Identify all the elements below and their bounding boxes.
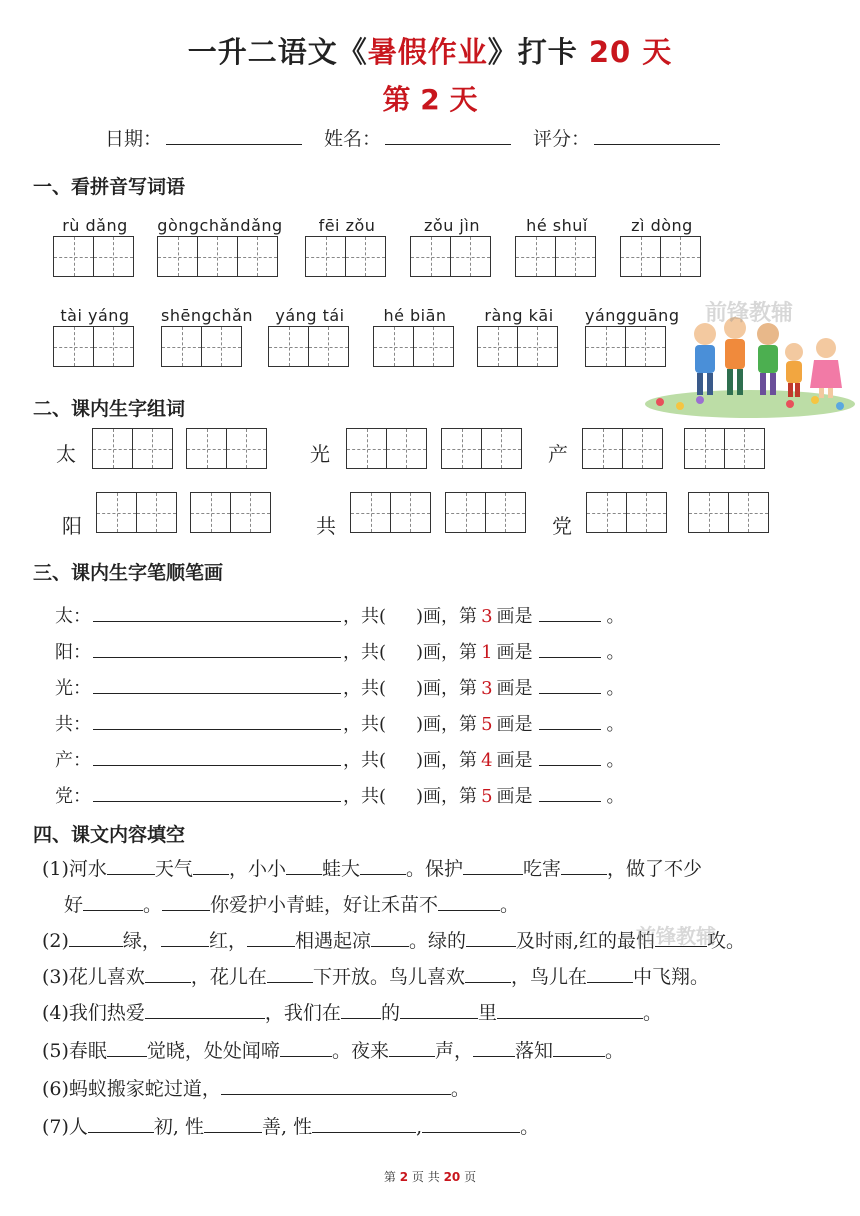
- writing-cell[interactable]: [346, 428, 387, 469]
- stroke-order-field[interactable]: [93, 639, 341, 658]
- fill-text: (4)我们热爱: [42, 1002, 145, 1024]
- fill-text: (2): [42, 930, 69, 952]
- page-title: [0, 30, 860, 71]
- child-2-icon: [724, 317, 746, 395]
- word-box: [92, 428, 173, 469]
- stroke-text: 画是: [496, 606, 533, 627]
- writing-cell[interactable]: [445, 492, 486, 533]
- char-label: 共: [316, 514, 336, 538]
- stroke-answer-field[interactable]: [539, 603, 601, 622]
- fill-text: (5)春眠: [42, 1040, 107, 1062]
- stroke-char: 阳：: [55, 642, 91, 663]
- writing-cell[interactable]: [53, 236, 94, 277]
- char-label: 太: [56, 442, 76, 466]
- fill-text: (7)人: [42, 1116, 88, 1138]
- child-1-icon: [694, 323, 716, 395]
- stroke-line: [55, 710, 625, 736]
- writing-cell[interactable]: [688, 492, 729, 533]
- writing-cell[interactable]: [586, 492, 627, 533]
- stroke-answer-field[interactable]: [539, 711, 601, 730]
- fill-blank[interactable]: [466, 926, 516, 947]
- fill-text: (6)蚂蚁搬家蛇过道，: [42, 1078, 221, 1100]
- writing-cell[interactable]: [350, 492, 391, 533]
- writing-cell[interactable]: [413, 326, 454, 367]
- writing-cell[interactable]: [201, 326, 242, 367]
- fill-blank[interactable]: [587, 962, 633, 983]
- char-label: 光: [310, 442, 330, 466]
- children-illustration: [640, 272, 860, 422]
- stroke-text: 。: [606, 714, 625, 735]
- writing-cell[interactable]: [410, 236, 451, 277]
- pinyin-text: yángguāng: [585, 306, 680, 325]
- fill-text: 。: [520, 1116, 540, 1138]
- fill-blank[interactable]: [69, 926, 123, 947]
- title-days: 20 天: [588, 35, 673, 69]
- stroke-number: 3: [481, 606, 493, 627]
- name-field[interactable]: [385, 124, 511, 145]
- fill-blank[interactable]: [161, 926, 209, 947]
- child-5-icon: [810, 338, 842, 398]
- fill-text: 。: [604, 1040, 624, 1062]
- fill-blank[interactable]: [371, 926, 409, 947]
- fill-text: 蛙大: [321, 858, 360, 880]
- title-prefix: 一升二语文《: [187, 35, 368, 69]
- fill-blank[interactable]: [280, 1036, 332, 1057]
- word-box: [445, 492, 526, 533]
- writing-cell[interactable]: [477, 326, 518, 367]
- stroke-char: 光：: [55, 678, 91, 699]
- info-line: [105, 124, 742, 151]
- fill-blank[interactable]: [88, 1112, 154, 1133]
- stroke-text: ，共(: [343, 678, 387, 699]
- writing-cell[interactable]: [132, 428, 173, 469]
- writing-cell[interactable]: [684, 428, 725, 469]
- pinyin-text: shēngchǎn: [161, 306, 253, 325]
- fill-sentence-5: [42, 1036, 624, 1063]
- stroke-line: [55, 638, 625, 664]
- writing-cell[interactable]: [197, 236, 238, 277]
- fill-text: ，我们在: [264, 1002, 341, 1024]
- title-highlight: 暑假作业: [367, 35, 488, 69]
- word-box: [96, 492, 177, 533]
- score-field[interactable]: [594, 124, 720, 145]
- stroke-number: 3: [481, 678, 493, 699]
- fill-blank[interactable]: [145, 998, 265, 1019]
- fill-text: 。: [500, 894, 520, 916]
- fill-blank[interactable]: [162, 890, 210, 911]
- writing-cell[interactable]: [585, 326, 626, 367]
- fill-text: ,: [416, 1116, 423, 1138]
- fill-text: 里: [477, 1002, 497, 1024]
- stroke-order-field[interactable]: [93, 675, 341, 694]
- char-label: 产: [548, 442, 568, 466]
- stroke-answer-field[interactable]: [539, 639, 601, 658]
- char-row-2: [0, 492, 860, 542]
- stroke-answer-field[interactable]: [539, 747, 601, 766]
- writing-cell[interactable]: [517, 326, 558, 367]
- stroke-order-field[interactable]: [93, 711, 341, 730]
- section-4-title: 四、课文内容填空: [33, 824, 186, 846]
- char-row-1: [0, 428, 860, 478]
- watermark: 前锋教辅: [636, 924, 716, 948]
- page-footer: [0, 1168, 860, 1185]
- fill-text: 红，: [208, 930, 247, 952]
- pinyin-text: yáng tái: [275, 306, 345, 325]
- stroke-text: 画是: [496, 750, 533, 771]
- pinyin-text: zǒu jìn: [424, 216, 480, 235]
- writing-cell[interactable]: [161, 326, 202, 367]
- section-3-title: 三、课内生字笔顺笔画: [33, 562, 224, 584]
- fill-text: 声，: [434, 1040, 473, 1062]
- date-field[interactable]: [166, 124, 302, 145]
- writing-cell[interactable]: [582, 428, 623, 469]
- writing-cell[interactable]: [626, 492, 667, 533]
- stroke-text: )画，第: [416, 714, 478, 735]
- fill-blank[interactable]: [389, 1036, 435, 1057]
- child-4-icon: [785, 343, 803, 397]
- fill-text: 你爱护小青蛙，好让禾苗不: [210, 894, 439, 916]
- pinyin-text: gòngchǎndǎng: [157, 216, 283, 235]
- fill-text: ，花儿在: [190, 966, 267, 988]
- footer-text: 第: [383, 1170, 396, 1184]
- writing-cell[interactable]: [515, 236, 556, 277]
- fill-sentence-7: [42, 1112, 539, 1139]
- word-box: [688, 492, 769, 533]
- fill-blank[interactable]: [221, 1074, 451, 1095]
- stroke-text: )画，第: [416, 642, 478, 663]
- fill-text: 。保护: [405, 858, 463, 880]
- fill-text: ，鸟儿在: [510, 966, 587, 988]
- stroke-number: 5: [481, 786, 493, 807]
- total-pages: 20: [443, 1170, 461, 1184]
- fill-text: 绿，: [122, 930, 161, 952]
- fill-blank[interactable]: [360, 854, 406, 875]
- fill-sentence-1a: [42, 854, 702, 881]
- fill-text: ，小小: [228, 858, 286, 880]
- fill-blank[interactable]: [145, 962, 191, 983]
- fill-text: 吃害: [522, 858, 561, 880]
- fill-blank[interactable]: [341, 998, 381, 1019]
- stroke-line: [55, 782, 625, 808]
- word-box: [190, 492, 271, 533]
- date-label: 日期：: [105, 128, 163, 150]
- writing-cell[interactable]: [390, 492, 431, 533]
- name-label: 姓名：: [324, 128, 382, 150]
- stroke-number: 4: [481, 750, 493, 771]
- stroke-text: )画，第: [416, 786, 478, 807]
- fill-blank[interactable]: [312, 1112, 416, 1133]
- writing-cell[interactable]: [136, 492, 177, 533]
- stroke-text: 。: [606, 750, 625, 771]
- fill-blank[interactable]: [473, 1036, 515, 1057]
- writing-cell[interactable]: [53, 326, 94, 367]
- stroke-text: 。: [606, 606, 625, 627]
- pinyin-text: fēi zǒu: [318, 216, 376, 235]
- char-label: 党: [552, 514, 572, 538]
- writing-cell[interactable]: [555, 236, 596, 277]
- stroke-answer-field[interactable]: [539, 783, 601, 802]
- fill-blank[interactable]: [438, 890, 500, 911]
- fill-text: 及时雨,红的最怕: [515, 930, 656, 952]
- stroke-text: 画是: [496, 678, 533, 699]
- fill-blank[interactable]: [465, 962, 511, 983]
- stroke-text: ，共(: [343, 642, 387, 663]
- writing-cell[interactable]: [386, 428, 427, 469]
- stroke-number: 1: [481, 642, 493, 663]
- stroke-text: ，共(: [343, 786, 387, 807]
- stroke-text: )画，第: [416, 678, 478, 699]
- writing-cell[interactable]: [620, 236, 661, 277]
- word-box: [350, 492, 431, 533]
- fill-text: 相遇起凉: [294, 930, 371, 952]
- writing-cell[interactable]: [305, 236, 346, 277]
- section-1-title: 一、看拼音写词语: [33, 176, 186, 198]
- fill-text: 中飞翔。: [632, 966, 709, 988]
- writing-cell[interactable]: [226, 428, 267, 469]
- fill-text: (1)河水: [42, 858, 107, 880]
- fill-sentence-4: [42, 998, 662, 1025]
- stroke-text: 。: [606, 642, 625, 663]
- pinyin-text: hé biān: [383, 306, 447, 325]
- stroke-text: 。: [606, 786, 625, 807]
- fill-sentence-6: [42, 1074, 470, 1101]
- fill-blank[interactable]: [286, 854, 322, 875]
- writing-cell[interactable]: [660, 236, 701, 277]
- writing-cell[interactable]: [268, 326, 309, 367]
- stroke-text: 画是: [496, 642, 533, 663]
- pinyin-text: hé shuǐ: [526, 216, 588, 235]
- writing-cell[interactable]: [441, 428, 482, 469]
- score-label: 评分：: [533, 128, 591, 150]
- char-label: 阳: [62, 514, 82, 538]
- fill-sentence-1b: [64, 890, 519, 917]
- writing-cell[interactable]: [481, 428, 522, 469]
- stroke-order-field[interactable]: [93, 747, 341, 766]
- stroke-char: 共：: [55, 714, 91, 735]
- writing-cell[interactable]: [450, 236, 491, 277]
- footer-text: 页 共: [411, 1170, 440, 1184]
- fill-sentence-3: [42, 962, 709, 989]
- fill-blank[interactable]: [247, 926, 295, 947]
- stroke-text: 画是: [496, 714, 533, 735]
- fill-text: 天气: [154, 858, 193, 880]
- stroke-order-field[interactable]: [93, 783, 341, 802]
- fill-text: 好: [64, 894, 84, 916]
- stroke-line: [55, 602, 625, 628]
- writing-cell[interactable]: [622, 428, 663, 469]
- pinyin-text: ràng kāi: [484, 306, 554, 325]
- fill-text: 下开放。鸟儿喜欢: [312, 966, 465, 988]
- writing-cell[interactable]: [345, 236, 386, 277]
- day-subtitle: 第 2 天: [382, 83, 478, 116]
- writing-cell[interactable]: [485, 492, 526, 533]
- pinyin-text: rù dǎng: [62, 216, 128, 235]
- stroke-text: 画是: [496, 786, 533, 807]
- word-box: [441, 428, 522, 469]
- fill-blank[interactable]: [561, 854, 607, 875]
- title-mid: 》打卡: [487, 35, 589, 69]
- stroke-char: 太：: [55, 606, 91, 627]
- writing-cell[interactable]: [186, 428, 227, 469]
- fill-blank[interactable]: [497, 998, 643, 1019]
- stroke-text: ，共(: [343, 750, 387, 771]
- writing-cell[interactable]: [230, 492, 271, 533]
- pinyin-text: tài yáng: [60, 306, 130, 325]
- writing-cell[interactable]: [724, 428, 765, 469]
- section-2-title: 二、课内生字组词: [33, 398, 186, 420]
- word-box: [684, 428, 765, 469]
- writing-cell[interactable]: [93, 326, 134, 367]
- stroke-text: 。: [606, 678, 625, 699]
- word-box: [186, 428, 267, 469]
- writing-cell[interactable]: [96, 492, 137, 533]
- watermark: 前锋教辅: [705, 301, 794, 326]
- child-3-icon: [757, 323, 779, 395]
- writing-cell[interactable]: [308, 326, 349, 367]
- writing-cell[interactable]: [93, 236, 134, 277]
- fill-text: 。: [450, 1078, 470, 1100]
- writing-cell[interactable]: [728, 492, 769, 533]
- fill-text: 。绿的: [408, 930, 466, 952]
- stroke-char: 产：: [55, 750, 91, 771]
- fill-text: 的: [380, 1002, 400, 1024]
- fill-blank[interactable]: [193, 854, 229, 875]
- fill-blank[interactable]: [267, 962, 313, 983]
- word-box: [346, 428, 427, 469]
- writing-cell[interactable]: [92, 428, 133, 469]
- page-number: 2: [399, 1170, 409, 1184]
- fill-text: 。夜来: [331, 1040, 389, 1062]
- fill-text: (3)花儿喜欢: [42, 966, 145, 988]
- fill-text: 觉晓，处处闻啼: [146, 1040, 280, 1062]
- stroke-text: )画，第: [416, 606, 478, 627]
- fill-blank[interactable]: [107, 1036, 147, 1057]
- stroke-text: ，共(: [343, 606, 387, 627]
- fill-blank[interactable]: [83, 890, 143, 911]
- fill-blank[interactable]: [553, 1036, 605, 1057]
- word-box: [582, 428, 663, 469]
- fill-blank[interactable]: [204, 1112, 262, 1133]
- writing-cell[interactable]: [237, 236, 278, 277]
- stroke-line: [55, 746, 625, 772]
- fill-blank[interactable]: [422, 1112, 520, 1133]
- stroke-answer-field[interactable]: [539, 675, 601, 694]
- fill-text: 。: [143, 894, 163, 916]
- stroke-char: 党：: [55, 786, 91, 807]
- writing-cell[interactable]: [373, 326, 414, 367]
- footer-text: 页: [464, 1170, 477, 1184]
- fill-blank[interactable]: [400, 998, 478, 1019]
- fill-text: ，做了不少: [607, 858, 703, 880]
- fill-text: 初, 性: [153, 1116, 205, 1138]
- fill-text: 落知: [514, 1040, 553, 1062]
- writing-cell[interactable]: [190, 492, 231, 533]
- pinyin-text: zì dòng: [631, 216, 693, 235]
- fill-text: 。: [642, 1002, 662, 1024]
- writing-cell[interactable]: [157, 236, 198, 277]
- stroke-number: 5: [481, 714, 493, 735]
- stroke-text: ，共(: [343, 714, 387, 735]
- fill-blank[interactable]: [107, 854, 155, 875]
- stroke-order-field[interactable]: [93, 603, 341, 622]
- fill-blank[interactable]: [463, 854, 523, 875]
- fill-text: 攻。: [707, 930, 746, 952]
- stroke-text: )画，第: [416, 750, 478, 771]
- word-box: [586, 492, 667, 533]
- fill-text: 善, 性: [262, 1116, 313, 1138]
- stroke-line: [55, 674, 625, 700]
